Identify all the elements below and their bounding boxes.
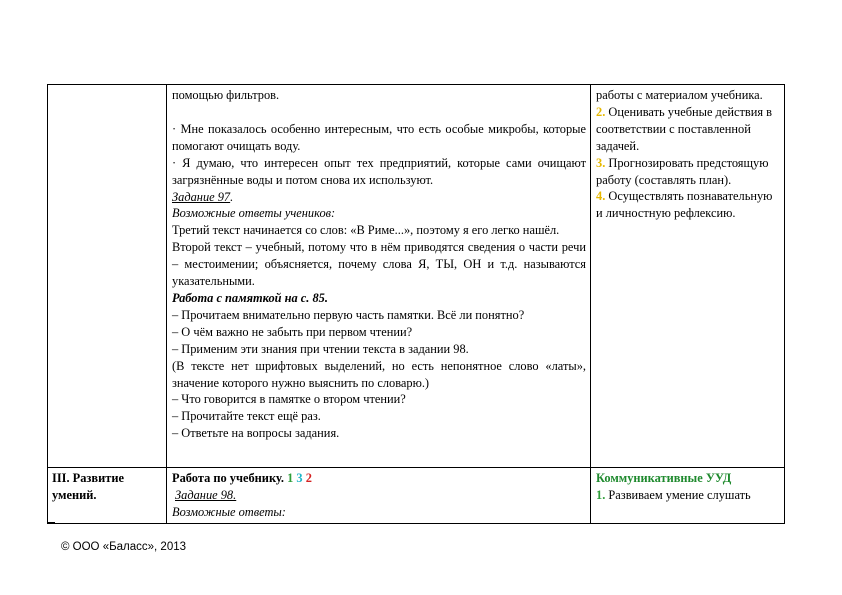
column-divider-2 — [590, 84, 591, 524]
memo-title: Работа с памяткой на с. 85. — [172, 290, 328, 305]
right-border — [784, 84, 785, 524]
text-filters: помощью фильтров. — [172, 88, 280, 102]
question-6: – Ответьте на вопросы задания. — [172, 426, 340, 441]
middle-cell-bottom — [172, 470, 586, 521]
right-line-1: работы с материалом учебника. — [596, 88, 763, 102]
table-bottom-border — [47, 523, 785, 524]
table-top-border — [47, 84, 785, 85]
student-bullet-1: · Мне показалось особенно интересным, что есть особые микробы, которые помогают очищать воду. — [172, 121, 586, 153]
right-cell-top — [596, 87, 782, 222]
footer-copyright: © ООО «Баласс», 2013 — [61, 541, 187, 553]
stage-title: III. Развитие умений. — [52, 471, 124, 502]
right-item-4: 4. Осуществлять познавательную и личностную рефлексию. — [596, 189, 773, 221]
task-97-line: Задание 97. — [172, 189, 234, 204]
possible-answers-label-bottom: Возможные ответы: — [172, 504, 286, 519]
communicative-header: Коммуникативные УУД — [596, 471, 732, 485]
question-4: – Что говорится в памятке о втором чтении? — [172, 392, 406, 407]
table-corner-mark — [47, 522, 55, 524]
possible-answers-label: Возможные ответы учеников: — [172, 206, 336, 221]
work-label-line: Работа по учебнику. 1 3 2 — [172, 471, 312, 485]
right-cell-bottom — [596, 470, 782, 504]
right-item-3: 3. Прогнозировать предстоящую работу (составлять план). — [596, 155, 769, 187]
column-divider-1 — [166, 84, 167, 524]
middle-cell-top — [172, 87, 586, 442]
task-98-link: Задание 98. — [175, 487, 237, 502]
answer-2: Второй текст – учебный, потому что в нём приводятся сведения о части речи – местоимении; объясняется, почему слова Я, ТЫ, ОН и т.д. называются указательными. — [172, 240, 586, 289]
left-border — [47, 84, 48, 524]
question-1: – Прочитаем внимательно первую часть памятки. Всё ли понятно? — [172, 307, 525, 322]
row-divider — [47, 467, 785, 468]
communicative-item-1: 1. Развиваем умение слушать — [596, 487, 751, 502]
left-cell-bottom — [52, 470, 162, 504]
question-5: – Прочитайте текст ещё раз. — [172, 409, 321, 424]
right-item-2: 2. Оценивать учебные действия в соответствии с поставленной задачей. — [596, 104, 773, 153]
task-98-line — [172, 487, 586, 504]
question-2: – О чём важно не забыть при первом чтении? — [172, 324, 413, 339]
note: (В тексте нет шрифтовых выделений, но есть непонятное слово «латы», значение которого нужно выяснить по словарю.) — [172, 358, 586, 390]
answer-1: Третий текст начинается со слов: «В Риме...», поэтому я его легко нашёл. — [172, 223, 560, 238]
question-3: – Применим эти знания при чтении текста в задании 98. — [172, 341, 469, 356]
student-bullet-2: · Я думаю, что интересен опыт тех предприятий, которые сами очищают загрязнённые воды и потом снова их используют. — [172, 155, 586, 187]
task-97-link: Задание 97 — [172, 189, 231, 204]
